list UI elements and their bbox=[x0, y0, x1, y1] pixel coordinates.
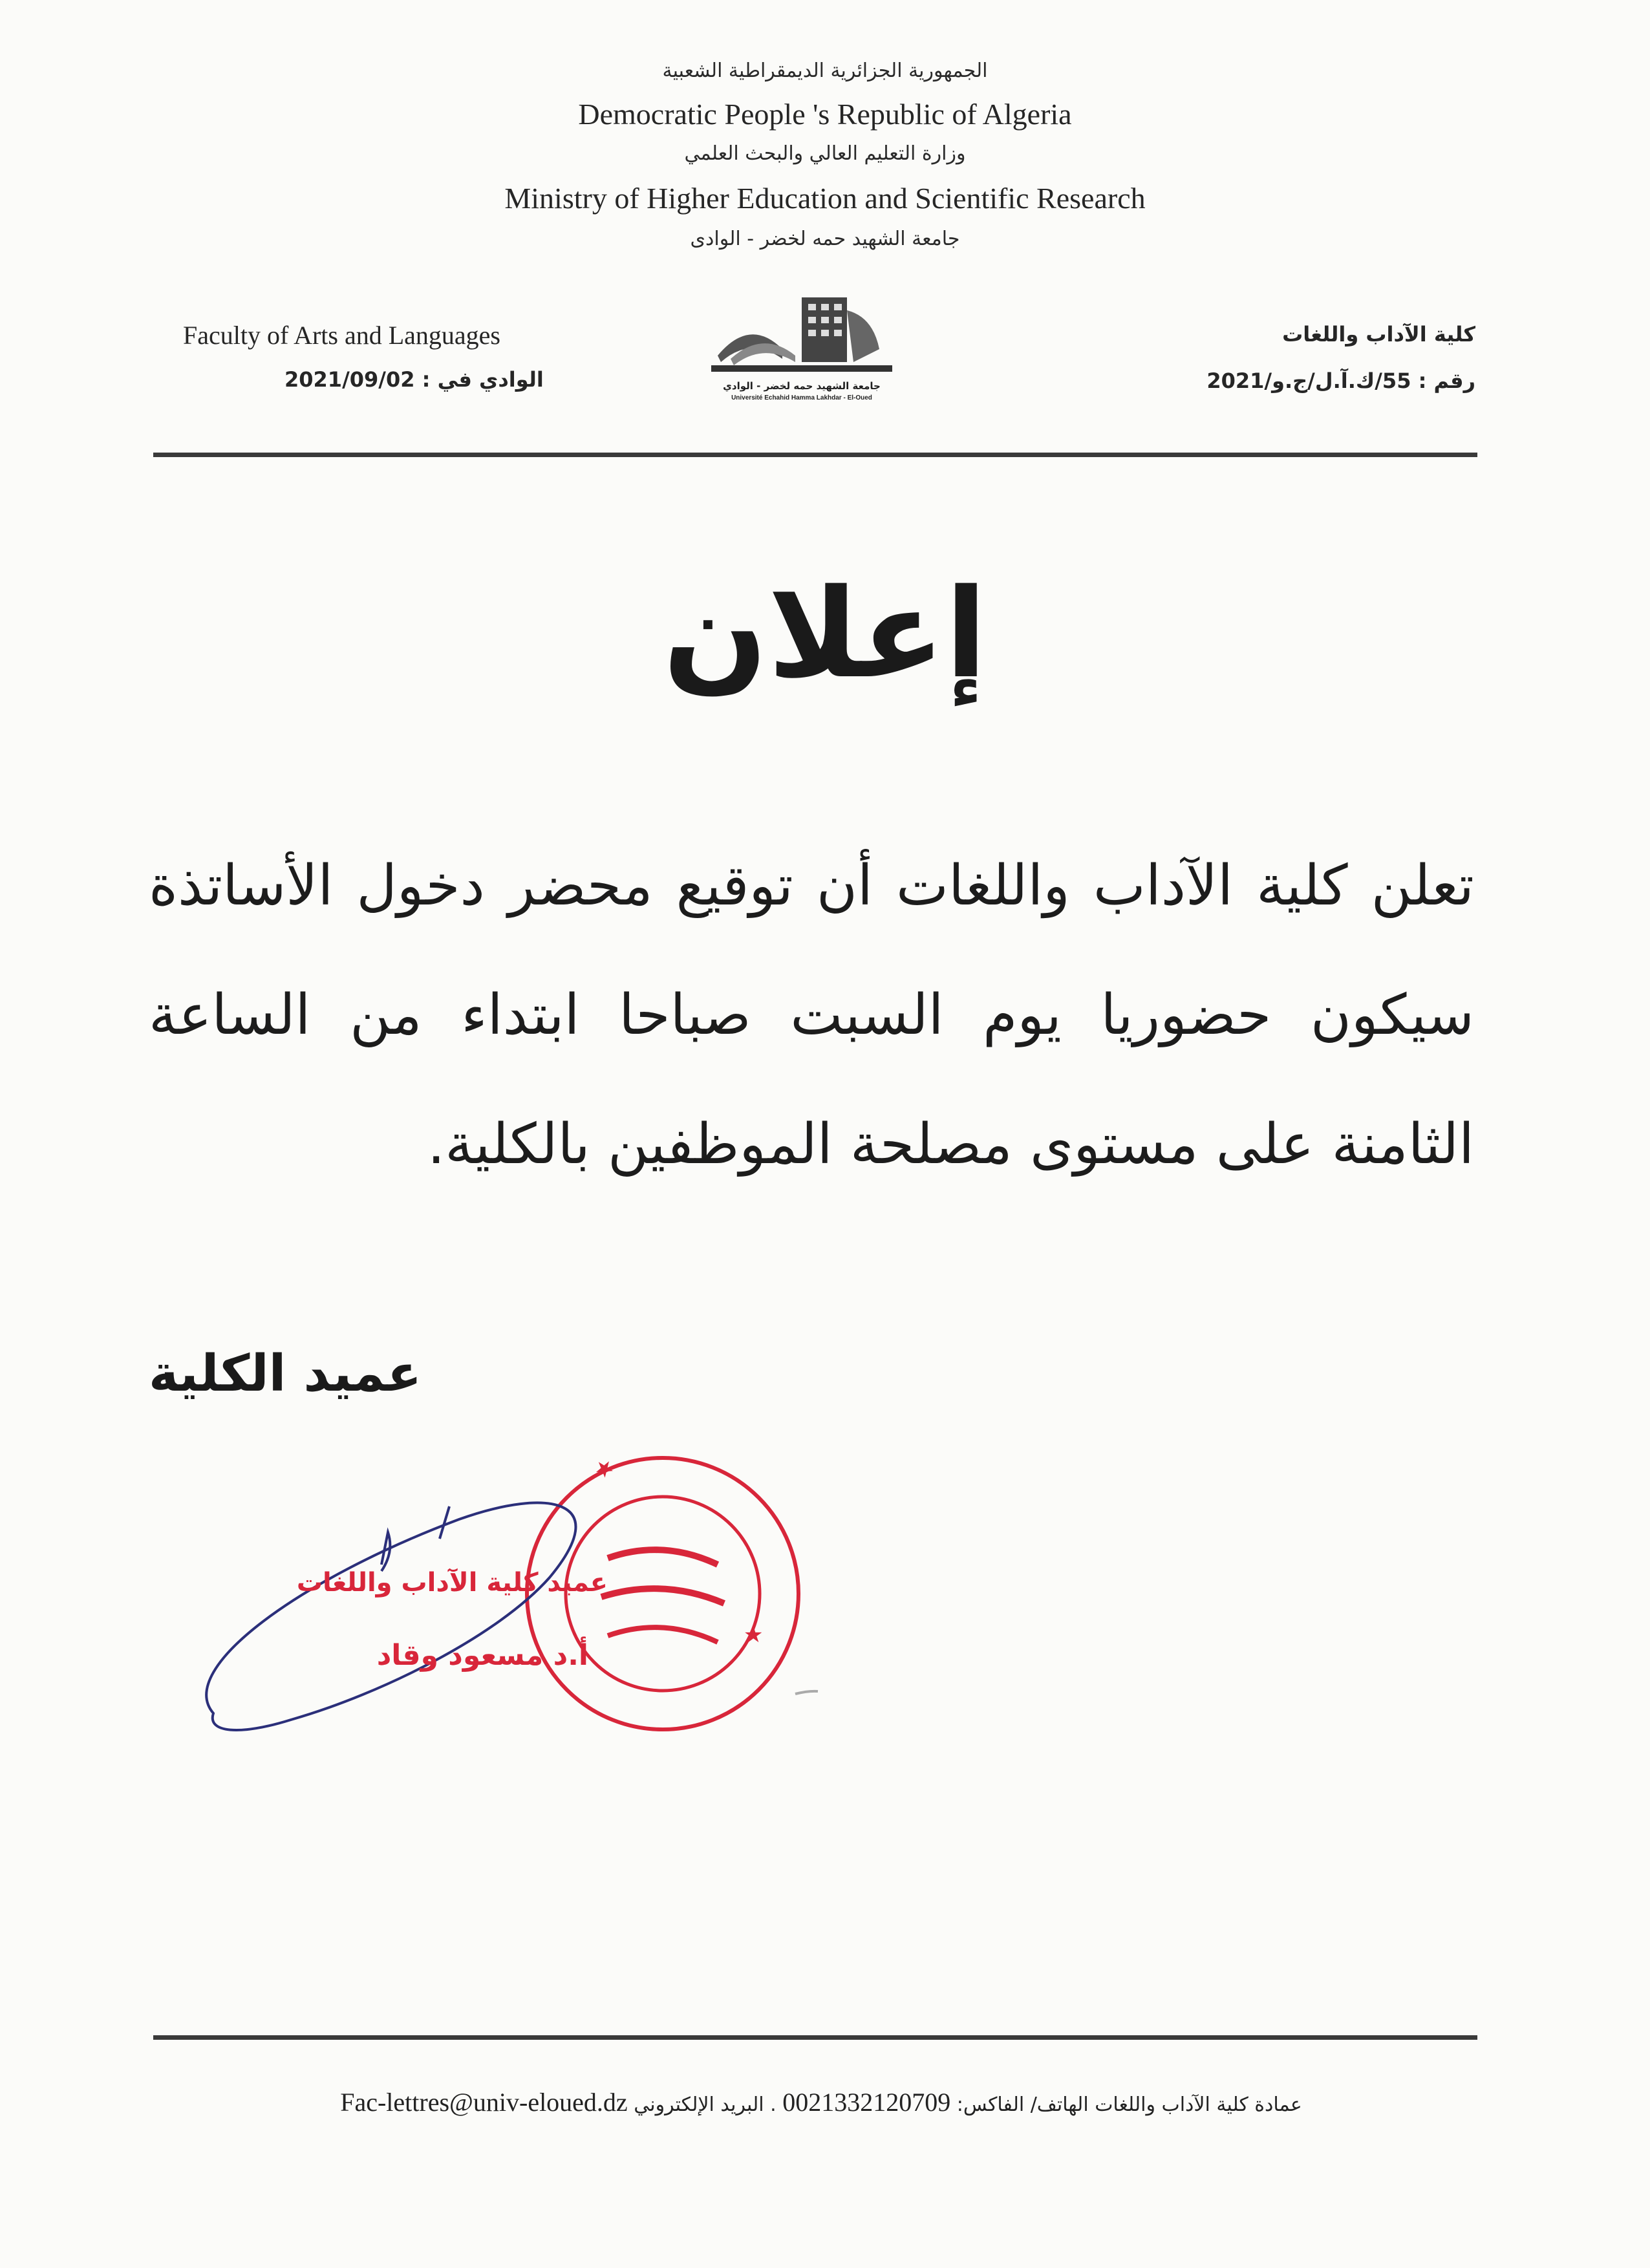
footer-phone-label: عمادة كلية الآداب واللغات الهاتف/ الفاكس: bbox=[956, 2093, 1302, 2116]
ref-value: 55/ك.آ.ل/ج.و/2021 bbox=[1206, 369, 1411, 393]
announcement-title: إعلان bbox=[663, 562, 987, 705]
footer-email: Fac-lettres@univ-eloued.dz bbox=[340, 2088, 628, 2117]
ref-label: رقم : bbox=[1418, 369, 1475, 393]
date-line bbox=[284, 367, 556, 392]
stamp-line-name: أ.د مسعود وقاد bbox=[376, 1639, 588, 1672]
header-ministry-en: Ministry of Higher Education and Scientific Research bbox=[504, 182, 1146, 215]
stamp-line-title: عميد كلية الآداب واللغات bbox=[296, 1568, 608, 1598]
footer-phone: 0021332120709 bbox=[782, 2088, 951, 2117]
footer-email-label: البريد الإلكتروني bbox=[634, 2093, 764, 2116]
footer-divider bbox=[153, 2035, 1477, 2040]
svg-text:★: ★ bbox=[744, 1622, 764, 1648]
faculty-name-en: Faculty of Arts and Languages bbox=[183, 321, 500, 350]
stamp-signature-area bbox=[188, 1409, 821, 1759]
header-university-ar: جامعة الشهيد حمه لخضر - الوادى bbox=[690, 228, 960, 250]
faculty-name-ar: كلية الآداب واللغات bbox=[1282, 322, 1475, 347]
header-republic-ar: الجمهورية الجزائرية الديمقراطية الشعبية bbox=[662, 59, 988, 82]
svg-text:★: ★ bbox=[588, 1452, 621, 1485]
header-republic-en: Democratic People 's Republic of Algeria bbox=[578, 98, 1072, 131]
ref-line bbox=[1206, 369, 1475, 393]
header-ministry-ar: وزارة التعليم العالي والبحث العلمي bbox=[684, 142, 966, 165]
header-divider bbox=[153, 453, 1477, 457]
date-value: 2021/09/02 bbox=[284, 367, 415, 392]
footer-contact: عمادة كلية الآداب واللغات الهاتف/ الفاكس: 0021332120709 . البريد الإلكتروني Fac-lettres@univ-eloued.dz bbox=[340, 2088, 1302, 2117]
date-label: الوادي في : bbox=[422, 367, 544, 392]
announcement-body: تعلن كلية الآداب واللغات أن توقيع محضر دخول الأساتذة سيكون حضوريا يوم السبت صباحا ابتداء من الساعة الثامنة على مستوى مصلحة الموظفين بالكلية. bbox=[149, 853, 1474, 1177]
university-logo bbox=[705, 278, 899, 407]
logo-caption-fr: Université Echahid Hamma Lakhdar - El-Oued bbox=[731, 394, 872, 401]
logo-caption-ar: جامعة الشهيد حمه لخضر - الوادي bbox=[723, 380, 881, 392]
university-logo-icon bbox=[705, 278, 899, 381]
dean-label: عميد الكلية bbox=[149, 1345, 422, 1403]
